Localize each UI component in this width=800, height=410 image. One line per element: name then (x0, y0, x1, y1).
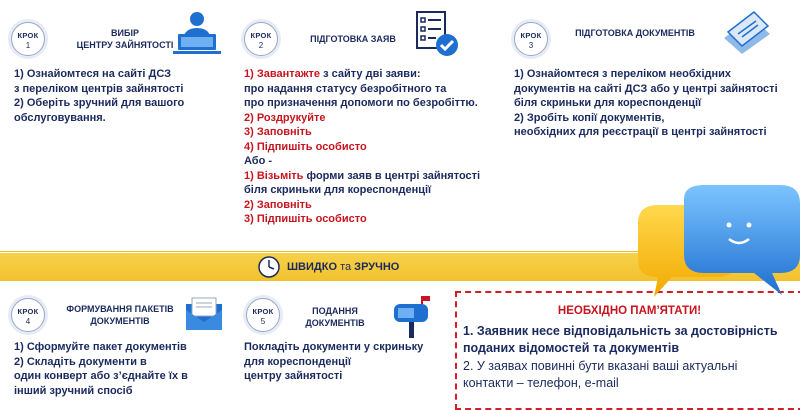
text-line: біля скриньки для кореспонденції (244, 184, 432, 196)
text-line: про надання статусу безробітного та (244, 82, 447, 95)
text-line: для кореспонденції (244, 355, 351, 368)
text-line: 2) Складіть документи в (14, 355, 147, 368)
step-2-text (244, 67, 509, 227)
badge-word: КРОК (250, 31, 272, 40)
text-line: 2) Оберіть зручний для вашого (14, 97, 185, 109)
text-line: інший зручний спосіб (14, 384, 133, 397)
step-4-title (55, 303, 185, 327)
speed-banner-text (287, 261, 399, 273)
text-line: 2) Роздрукуйте (244, 111, 326, 124)
step-3-text (514, 67, 799, 140)
text: форми заяв в центрі зайнятості (303, 169, 481, 182)
text-line: біля скриньки для кореспонденції (514, 97, 702, 109)
clock-icon (258, 256, 280, 278)
step-3-title: ПІДГОТОВКА ДОКУМЕНТІВ (575, 28, 695, 38)
red-text: 1) Завантажте (244, 68, 321, 80)
banner-word: ШВИДКО (287, 261, 338, 273)
step-5-title-line1: ПОДАННЯ (312, 306, 358, 316)
text-line: 2) Заповніть (244, 198, 312, 211)
text-line: 1) Сформуйте пакет документів (14, 341, 187, 353)
text-line: Покладіть документи у скриньку (244, 341, 424, 353)
step-2-title: ПІДГОТОВКА ЗАЯВ (310, 34, 396, 44)
text-line: центру зайнятості (244, 370, 343, 382)
badge-word: КРОК (17, 31, 39, 40)
badge-number: 2 (258, 41, 264, 50)
text-line: обслуговування. (14, 111, 106, 124)
text-line: з переліком центрів зайнятості (14, 82, 184, 95)
step-3-badge (514, 22, 548, 56)
text-line: 2. У заявах повинні бути вказані ваші актуальні (463, 359, 738, 373)
step-4-badge (11, 298, 45, 332)
step-5-title-line2: ДОКУМЕНТІВ (305, 318, 365, 328)
text-line (244, 169, 509, 184)
documents-icon (718, 8, 774, 58)
text-line: 1) Ознайомтеся з переліком необхідних (514, 68, 732, 80)
reminder-heading: НЕОБХІДНО ПАМ’ЯТАТИ! (557, 305, 702, 317)
badge-number: 3 (528, 41, 534, 50)
text-line: Або - (244, 155, 273, 167)
step-1-title-line1: ВИБІР (111, 28, 139, 38)
text-line: про призначення допомоги по безробіттю. (244, 97, 478, 109)
text-line: контакти – телефон, e-mail (463, 376, 619, 390)
text: з сайту дві заяви: (320, 68, 421, 80)
reminder-point-2 (463, 358, 800, 392)
step-4-title-line1: ФОРМУВАННЯ ПАКЕТІВ (66, 304, 174, 314)
text-line: 3) Заповніть (244, 126, 312, 138)
badge-number: 5 (260, 317, 266, 326)
step-1-title-line2: ЦЕНТРУ ЗАЙНЯТОСТІ (76, 40, 174, 50)
banner-word: та (337, 261, 355, 273)
step-5-title (290, 305, 380, 329)
text-line: 1. Заявник несе відповідальність за достовірність (463, 324, 778, 338)
mailbox-icon (390, 294, 436, 338)
person-at-computer-icon (172, 10, 222, 58)
step-2-badge (244, 22, 278, 56)
step-4-text (14, 340, 234, 398)
checklist-icon (414, 10, 460, 58)
badge-number: 1 (25, 41, 31, 50)
banner-word: ЗРУЧНО (354, 261, 400, 273)
chat-bubbles-icon (632, 185, 800, 315)
badge-number: 4 (25, 317, 31, 326)
step-4-title-line2: ДОКУМЕНТІВ (90, 316, 150, 326)
badge-word: КРОК (252, 307, 274, 316)
badge-word: КРОК (17, 307, 39, 316)
step-5-badge (246, 298, 280, 332)
reminder-point-1 (463, 323, 800, 357)
text-line: 3) Підпишіть особисто (244, 213, 367, 225)
text-line: поданих відомостей та документів (463, 341, 680, 355)
text-line: 1) Ознайомтеся на сайті ДСЗ (14, 68, 172, 80)
envelope-icon (184, 296, 224, 332)
red-text: 1) Візьміть (244, 169, 304, 182)
badge-word: КРОК (520, 31, 542, 40)
text-line: один конверт або з’єднайте їх в (14, 370, 188, 382)
text-line: документів на сайті ДСЗ або у центрі зайнятості (514, 82, 778, 95)
text-line: 4) Підпишіть особисто (244, 140, 367, 153)
step-5-text (244, 340, 454, 384)
text-line: необхідних для реєстрації в центрі зайнятості (514, 126, 767, 138)
step-1-text (14, 67, 229, 125)
text-line (244, 67, 509, 82)
step-1-badge (11, 22, 45, 56)
text-line: 2) Зробіть копії документів, (514, 111, 665, 124)
